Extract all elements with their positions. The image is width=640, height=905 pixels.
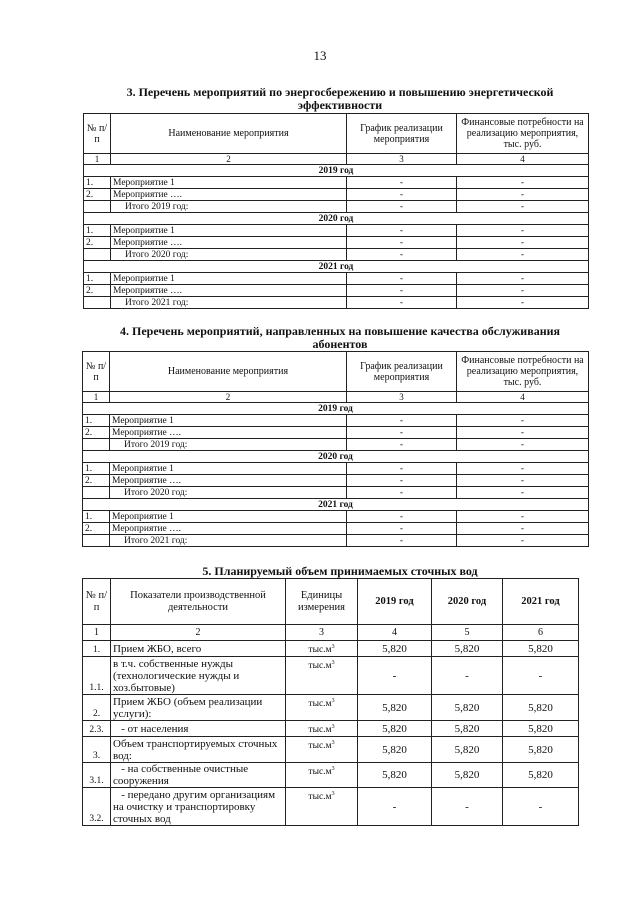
section-4-title-line2: абонентов — [312, 337, 368, 351]
table-cell: 2. — [83, 427, 110, 439]
year-row — [84, 165, 589, 177]
year-row — [84, 213, 589, 225]
header-row — [83, 352, 589, 392]
column-header: 2021 год — [503, 579, 579, 625]
unit-label: тыс.м — [308, 661, 332, 672]
column-index: 4 — [457, 392, 589, 403]
table-cell: - — [457, 475, 589, 487]
value-cell: - — [358, 657, 432, 695]
table-cell: - — [457, 439, 589, 451]
table-cell: - — [457, 487, 589, 499]
value-cell: 5,820 — [432, 737, 503, 763]
row-number: 1. — [83, 641, 111, 657]
table-cell: 2. — [83, 523, 110, 535]
column-index: 3 — [347, 392, 457, 403]
table-cell: - — [347, 535, 457, 547]
unit-label: тыс.м — [308, 741, 332, 752]
column-index-row — [83, 392, 589, 403]
table-cell: Мероприятие 1 — [110, 463, 347, 475]
value-cell: 5,820 — [432, 695, 503, 721]
unit-cell — [286, 788, 358, 826]
table-cell: 1. — [84, 177, 111, 189]
column-index: 1 — [83, 625, 111, 641]
value-cell: 5,820 — [358, 695, 432, 721]
year-label: 2021 год — [83, 499, 589, 511]
column-index: 5 — [432, 625, 503, 641]
table-cell — [83, 487, 110, 499]
table-cell: 1. — [83, 463, 110, 475]
table-cell: - — [347, 463, 457, 475]
table-row — [83, 463, 589, 475]
table-cell: - — [457, 201, 589, 213]
table-row — [83, 721, 579, 737]
unit-cell — [286, 657, 358, 695]
table-cell — [83, 535, 110, 547]
table-cell: 1. — [84, 225, 111, 237]
column-header: 2019 год — [358, 579, 432, 625]
column-index: 2 — [110, 392, 347, 403]
total-label: Итого 2019 год: — [110, 439, 347, 451]
column-index: 3 — [347, 154, 457, 165]
table-row — [83, 475, 589, 487]
table-cell: - — [347, 511, 457, 523]
total-label: Итого 2019 год: — [111, 201, 347, 213]
table-cell: - — [457, 285, 589, 297]
table-cell: Мероприятие 1 — [111, 273, 347, 285]
year-row — [83, 451, 589, 463]
table-cell: - — [347, 297, 457, 309]
column-index-row — [83, 625, 579, 641]
column-header: Финансовые потребности на реализацию мероприятия, тыс. руб. — [457, 352, 589, 392]
table-row — [83, 695, 579, 721]
table-row — [84, 225, 589, 237]
value-cell: 5,820 — [432, 721, 503, 737]
value-cell: 5,820 — [503, 737, 579, 763]
column-header: График реализации мероприятия — [347, 352, 457, 392]
total-row — [84, 249, 589, 261]
indicator-name: Объем транспортируемых сточных вод: — [111, 737, 286, 763]
table-cell: - — [457, 511, 589, 523]
indicator-name: Прием ЖБО, всего — [111, 641, 286, 657]
total-row — [84, 201, 589, 213]
unit-superscript: 3 — [331, 724, 335, 731]
table-cell: Мероприятие …. — [110, 523, 347, 535]
column-index: 1 — [83, 392, 110, 403]
table-cell: 1. — [83, 511, 110, 523]
table-cell: 2. — [83, 475, 110, 487]
table-row — [84, 237, 589, 249]
indicator-name: в т.ч. собственные нужды (технологические нужды и хоз.бытовые) — [111, 657, 286, 695]
table-cell: Мероприятие 1 — [111, 177, 347, 189]
value-cell: 5,820 — [503, 721, 579, 737]
year-row — [84, 261, 589, 273]
table-cell: Мероприятие …. — [111, 285, 347, 297]
section-4-title — [100, 325, 580, 351]
table-cell: Мероприятие 1 — [110, 511, 347, 523]
row-number: 1.1. — [83, 657, 111, 695]
table-row — [83, 763, 579, 788]
table-cell: 1. — [83, 415, 110, 427]
unit-label: тыс.м — [308, 725, 332, 736]
table-cell: - — [347, 237, 457, 249]
section-4-title-line1: 4. Перечень мероприятий, направленных на повышение качества обслуживания — [119, 324, 561, 338]
year-row — [83, 403, 589, 415]
total-row — [83, 535, 589, 547]
column-header: Показатели производственной деятельности — [111, 579, 286, 625]
table-cell: 2. — [84, 237, 111, 249]
table-row — [83, 415, 589, 427]
unit-label: тыс.м — [308, 767, 332, 778]
table-cell: - — [457, 249, 589, 261]
table-cell: 2. — [84, 285, 111, 297]
row-number: 2. — [83, 695, 111, 721]
section-3-title-line2: эффективности — [297, 98, 383, 112]
unit-cell — [286, 695, 358, 721]
table-cell: - — [457, 297, 589, 309]
section-5-table — [82, 578, 579, 826]
unit-cell — [286, 763, 358, 788]
value-cell: 5,820 — [358, 721, 432, 737]
table-cell — [84, 201, 111, 213]
table-cell: - — [347, 415, 457, 427]
column-header: Единицы измерения — [286, 579, 358, 625]
row-number: 3.1. — [83, 763, 111, 788]
section-5-title: 5. Планируемый объем принимаемых сточных вод — [202, 564, 478, 578]
column-header: Финансовые потребности на реализацию мероприятия, тыс. руб. — [457, 114, 589, 154]
column-index: 1 — [84, 154, 111, 165]
indicator-name: - от населения — [111, 721, 286, 737]
header-row — [83, 579, 579, 625]
value-cell: - — [432, 788, 503, 826]
value-cell: - — [503, 657, 579, 695]
year-label: 2020 год — [84, 213, 589, 225]
year-label: 2020 год — [83, 451, 589, 463]
column-index: 4 — [358, 625, 432, 641]
table-cell: Мероприятие …. — [110, 427, 347, 439]
table-cell — [84, 249, 111, 261]
column-index: 2 — [111, 625, 286, 641]
column-index: 2 — [111, 154, 347, 165]
table-cell: - — [457, 273, 589, 285]
column-index-row — [84, 154, 589, 165]
value-cell: 5,820 — [358, 763, 432, 788]
table-cell: - — [457, 237, 589, 249]
year-label: 2021 год — [84, 261, 589, 273]
table-cell: Мероприятие 1 — [111, 225, 347, 237]
table-cell: - — [347, 225, 457, 237]
table-cell: - — [347, 177, 457, 189]
table-cell: - — [457, 189, 589, 201]
table-cell: - — [347, 285, 457, 297]
indicator-name: Прием ЖБО (объем реализации услуги): — [111, 695, 286, 721]
value-cell: 5,820 — [358, 641, 432, 657]
section-3-title — [100, 86, 580, 112]
table-cell: - — [457, 535, 589, 547]
value-cell: 5,820 — [432, 641, 503, 657]
total-label: Итого 2020 год: — [110, 487, 347, 499]
section-4-table — [82, 351, 589, 547]
header-row — [84, 114, 589, 154]
table-cell: Мероприятие …. — [110, 475, 347, 487]
value-cell: 5,820 — [503, 641, 579, 657]
table-cell: - — [457, 225, 589, 237]
table-row — [83, 788, 579, 826]
row-number: 3. — [83, 737, 111, 763]
table-cell: Мероприятие …. — [111, 189, 347, 201]
table-row — [84, 189, 589, 201]
unit-cell — [286, 641, 358, 657]
unit-superscript: 3 — [331, 660, 335, 667]
column-header: № п/п — [83, 579, 111, 625]
table-cell: 2. — [84, 189, 111, 201]
table-row — [83, 641, 579, 657]
table-cell: - — [347, 273, 457, 285]
page-number: 13 — [313, 48, 327, 63]
value-cell: 5,820 — [432, 763, 503, 788]
table-cell: - — [457, 523, 589, 535]
table-cell: Мероприятие …. — [111, 237, 347, 249]
unit-superscript: 3 — [331, 698, 335, 705]
table-cell: - — [457, 463, 589, 475]
table-row — [83, 523, 589, 535]
column-index: 6 — [503, 625, 579, 641]
table-row — [83, 511, 589, 523]
unit-cell — [286, 737, 358, 763]
section-3-table — [83, 113, 589, 309]
value-cell: 5,820 — [503, 695, 579, 721]
table-cell — [83, 439, 110, 451]
total-row — [83, 439, 589, 451]
total-label: Итого 2021 год: — [110, 535, 347, 547]
value-cell: - — [503, 788, 579, 826]
table-cell: - — [457, 427, 589, 439]
total-label: Итого 2020 год: — [111, 249, 347, 261]
column-header: № п/п — [84, 114, 111, 154]
column-header: 2020 год — [432, 579, 503, 625]
table-cell: - — [347, 475, 457, 487]
table-row — [83, 657, 579, 695]
value-cell: 5,820 — [503, 763, 579, 788]
unit-cell — [286, 721, 358, 737]
section-3-title-line1: 3. Перечень мероприятий по энергосбережению и повышению энергетической — [126, 85, 554, 99]
value-cell: 5,820 — [358, 737, 432, 763]
unit-label: тыс.м — [308, 699, 332, 710]
indicator-name: - передано другим организациям на очистку и транспортировку сточных вод — [111, 788, 286, 826]
column-index: 4 — [457, 154, 589, 165]
table-cell: - — [347, 201, 457, 213]
table-cell: - — [347, 249, 457, 261]
table-cell: - — [347, 439, 457, 451]
table-cell: - — [347, 523, 457, 535]
table-cell: 1. — [84, 273, 111, 285]
column-index: 3 — [286, 625, 358, 641]
column-header: График реализации мероприятия — [347, 114, 457, 154]
column-header: № п/п — [83, 352, 110, 392]
unit-label: тыс.м — [308, 792, 332, 803]
column-header: Наименование мероприятия — [110, 352, 347, 392]
row-number: 2.3. — [83, 721, 111, 737]
unit-superscript: 3 — [331, 766, 335, 773]
table-cell: - — [347, 189, 457, 201]
table-cell: Мероприятие 1 — [110, 415, 347, 427]
indicator-name: - на собственные очистные сооружения — [111, 763, 286, 788]
table-row — [84, 273, 589, 285]
year-label: 2019 год — [83, 403, 589, 415]
unit-label: тыс.м — [308, 645, 332, 656]
unit-superscript: 3 — [331, 740, 335, 747]
table-cell: - — [347, 427, 457, 439]
value-cell: - — [358, 788, 432, 826]
table-cell: - — [457, 177, 589, 189]
total-row — [83, 487, 589, 499]
column-header: Наименование мероприятия — [111, 114, 347, 154]
table-row — [84, 285, 589, 297]
table-cell — [84, 297, 111, 309]
unit-superscript: 3 — [331, 791, 335, 798]
year-row — [83, 499, 589, 511]
total-label: Итого 2021 год: — [111, 297, 347, 309]
table-row — [84, 177, 589, 189]
unit-superscript: 3 — [331, 644, 335, 650]
table-row — [83, 737, 579, 763]
value-cell: - — [432, 657, 503, 695]
total-row — [84, 297, 589, 309]
table-cell: - — [347, 487, 457, 499]
table-row — [83, 427, 589, 439]
row-number: 3.2. — [83, 788, 111, 826]
year-label: 2019 год — [84, 165, 589, 177]
table-cell: - — [457, 415, 589, 427]
